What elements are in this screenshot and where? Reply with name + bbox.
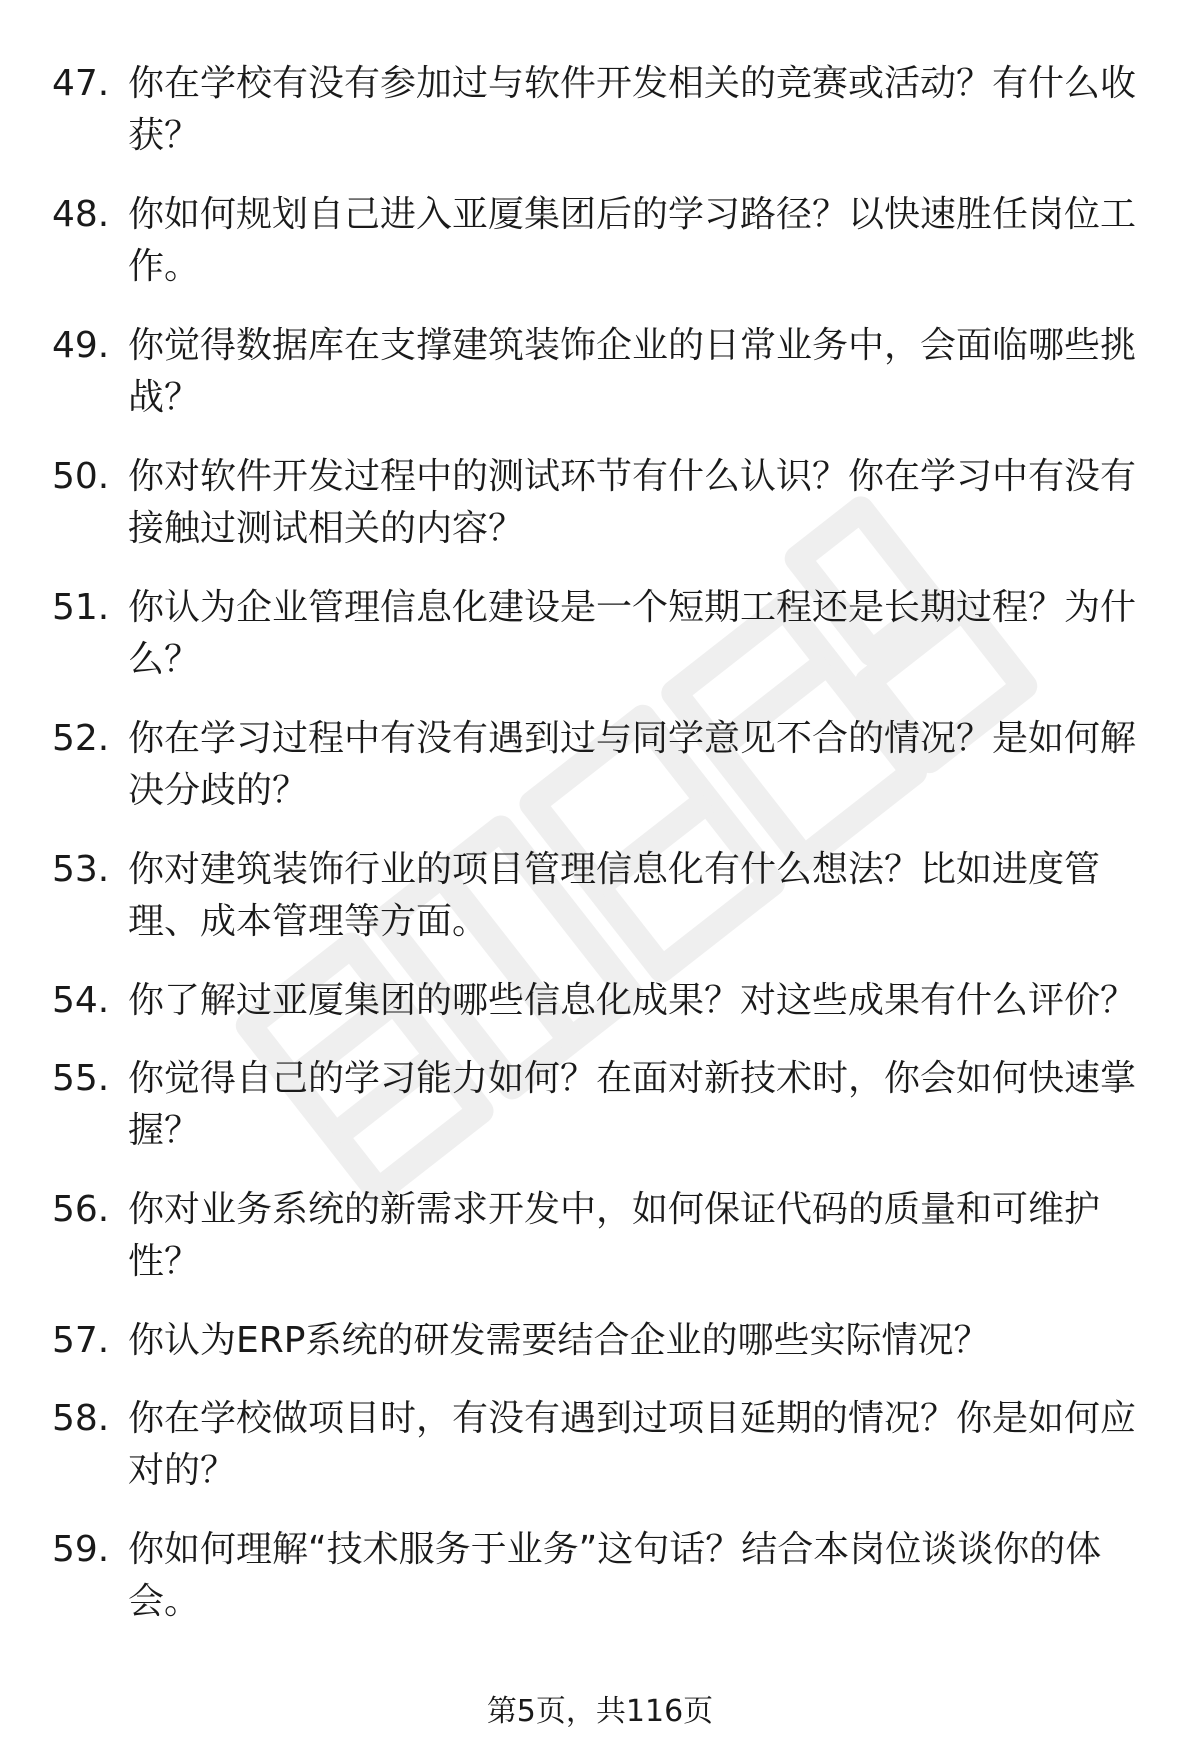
question-text: 你认为企业管理信息化建设是一个短期工程还是长期过程？为什么？ (128, 587, 1137, 680)
question-text: 你如何规划自己进入亚厦集团后的学习路径？以快速胜任岗位工作。 (128, 194, 1137, 287)
question-text: 你觉得自己的学习能力如何？在面对新技术时，你会如何快速掌握？ (128, 1058, 1137, 1151)
question-number: 51. (52, 587, 110, 628)
question-text: 你对业务系统的新需求开发中，如何保证代码的质量和可维护性？ (128, 1189, 1101, 1282)
list-item (52, 975, 1152, 1027)
question-number: 47. (52, 63, 110, 104)
question-number: 55. (52, 1058, 110, 1099)
list-item (52, 713, 1152, 817)
question-number: 56. (52, 1189, 110, 1230)
question-number: 53. (52, 849, 110, 890)
list-item (52, 1315, 1152, 1367)
list-item (52, 189, 1152, 293)
question-number: 57. (52, 1320, 110, 1361)
list-item (52, 451, 1152, 555)
list-item (52, 582, 1152, 686)
question-text: 你了解过亚厦集团的哪些信息化成果？对这些成果有什么评价？ (128, 980, 1137, 1021)
list-item (52, 1524, 1152, 1628)
question-text: 你对建筑装饰行业的项目管理信息化有什么想法？比如进度管理、成本管理等方面。 (128, 849, 1101, 942)
list-item (52, 1184, 1152, 1288)
question-number: 54. (52, 980, 110, 1021)
question-number: 52. (52, 718, 110, 759)
list-item (52, 844, 1152, 948)
question-number: 48. (52, 194, 110, 235)
question-number: 59. (52, 1529, 110, 1570)
question-text: 你认为ERP系统的研发需要结合企业的哪些实际情况？ (128, 1320, 990, 1361)
list-item (52, 1393, 1152, 1497)
list-item (52, 1053, 1152, 1157)
question-list (52, 58, 1152, 1655)
list-item (52, 58, 1152, 162)
question-number: 50. (52, 456, 110, 497)
page-footer: 第5页，共116页 (486, 1694, 714, 1729)
question-text: 你如何理解“技术服务于业务”这句话？结合本岗位谈谈你的体会。 (128, 1529, 1102, 1622)
question-text: 你觉得数据库在支撑建筑装饰企业的日常业务中，会面临哪些挑战？ (128, 325, 1137, 418)
question-text: 你在学习过程中有没有遇到过与同学意见不合的情况？是如何解决分歧的？ (128, 718, 1137, 811)
question-text: 你对软件开发过程中的测试环节有什么认识？你在学习中有没有接触过测试相关的内容？ (128, 456, 1137, 549)
question-text: 你在学校做项目时，有没有遇到过项目延期的情况？你是如何应对的？ (128, 1398, 1137, 1491)
question-text: 你在学校有没有参加过与软件开发相关的竞赛或活动？有什么收获？ (128, 63, 1137, 156)
list-item (52, 320, 1152, 424)
question-number: 49. (52, 325, 110, 366)
question-number: 58. (52, 1398, 110, 1439)
